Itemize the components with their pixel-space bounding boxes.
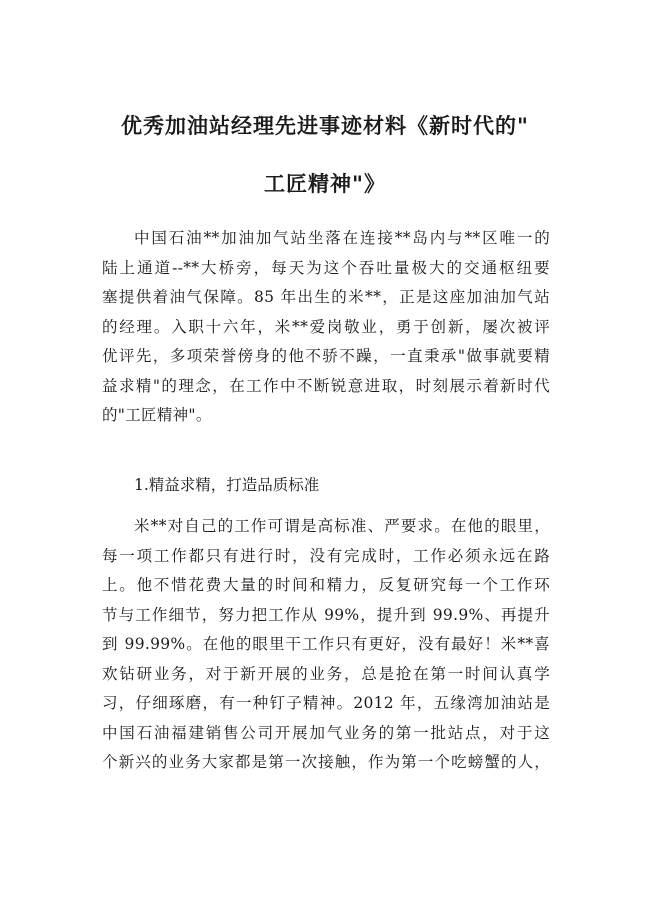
paragraph-line: 欢钻研业务，对于新开展的业务，总是抢在第一时间认真学 — [102, 664, 550, 683]
section-heading: 1.精益求精，打造品质标准 — [134, 476, 320, 494]
paragraph-line: 节与工作细节，努力把工作从 99%，提升到 99.9%、再提升 — [102, 605, 550, 624]
paragraph-line: 米**对自己的工作可谓是高标准、严要求。在他的眼里， — [134, 517, 550, 535]
paragraph-line: 中国石油福建销售公司开展加气业务的第一批站点，对于这 — [102, 723, 550, 742]
document-title-line-1: 优秀加油站经理先进事迹材料《新时代的" — [121, 113, 529, 138]
paragraph-intro — [102, 224, 550, 431]
paragraph-line: 的"工匠精神"。 — [102, 406, 212, 424]
paragraph-line: 优评先，多项荣誉傍身的他不骄不躁，一直秉承"做事就要精 — [102, 347, 550, 365]
paragraph-line: 塞提供着油气保障。85 年出生的米**，正是这座加油加气站 — [102, 288, 550, 306]
paragraph-line: 每一项工作都只有进行时，没有完成时，工作必须永远在路 — [102, 546, 550, 565]
paragraph-section-1 — [102, 512, 550, 778]
paragraph-line: 陆上通道--**大桥旁，每天为这个吞吐量极大的交通枢纽要 — [102, 258, 550, 277]
paragraph-line: 到 99.99%。在他的眼里干工作只有更好，没有最好！米**喜 — [102, 635, 550, 653]
paragraph-line: 个新兴的业务大家都是第一次接触，作为第一个吃螃蟹的人， — [102, 753, 550, 771]
paragraph-line: 中国石油**加油加气站坐落在连接**岛内与**区唯一的 — [134, 229, 550, 247]
paragraph-line: 上。他不惜花费大量的时间和精力，反复研究每一个工作环 — [102, 576, 550, 594]
paragraph-line: 习，仔细琢磨，有一种钉子精神。2012 年，五缘湾加油站是 — [102, 694, 550, 712]
paragraph-line: 益求精"的理念，在工作中不断锐意进取，时刻展示着新时代 — [102, 376, 550, 395]
document-title-line-2: 工匠精神"》 — [264, 171, 386, 196]
paragraph-line: 的经理。入职十六年，米**爱岗敬业，勇于创新，屡次被评 — [102, 317, 550, 336]
